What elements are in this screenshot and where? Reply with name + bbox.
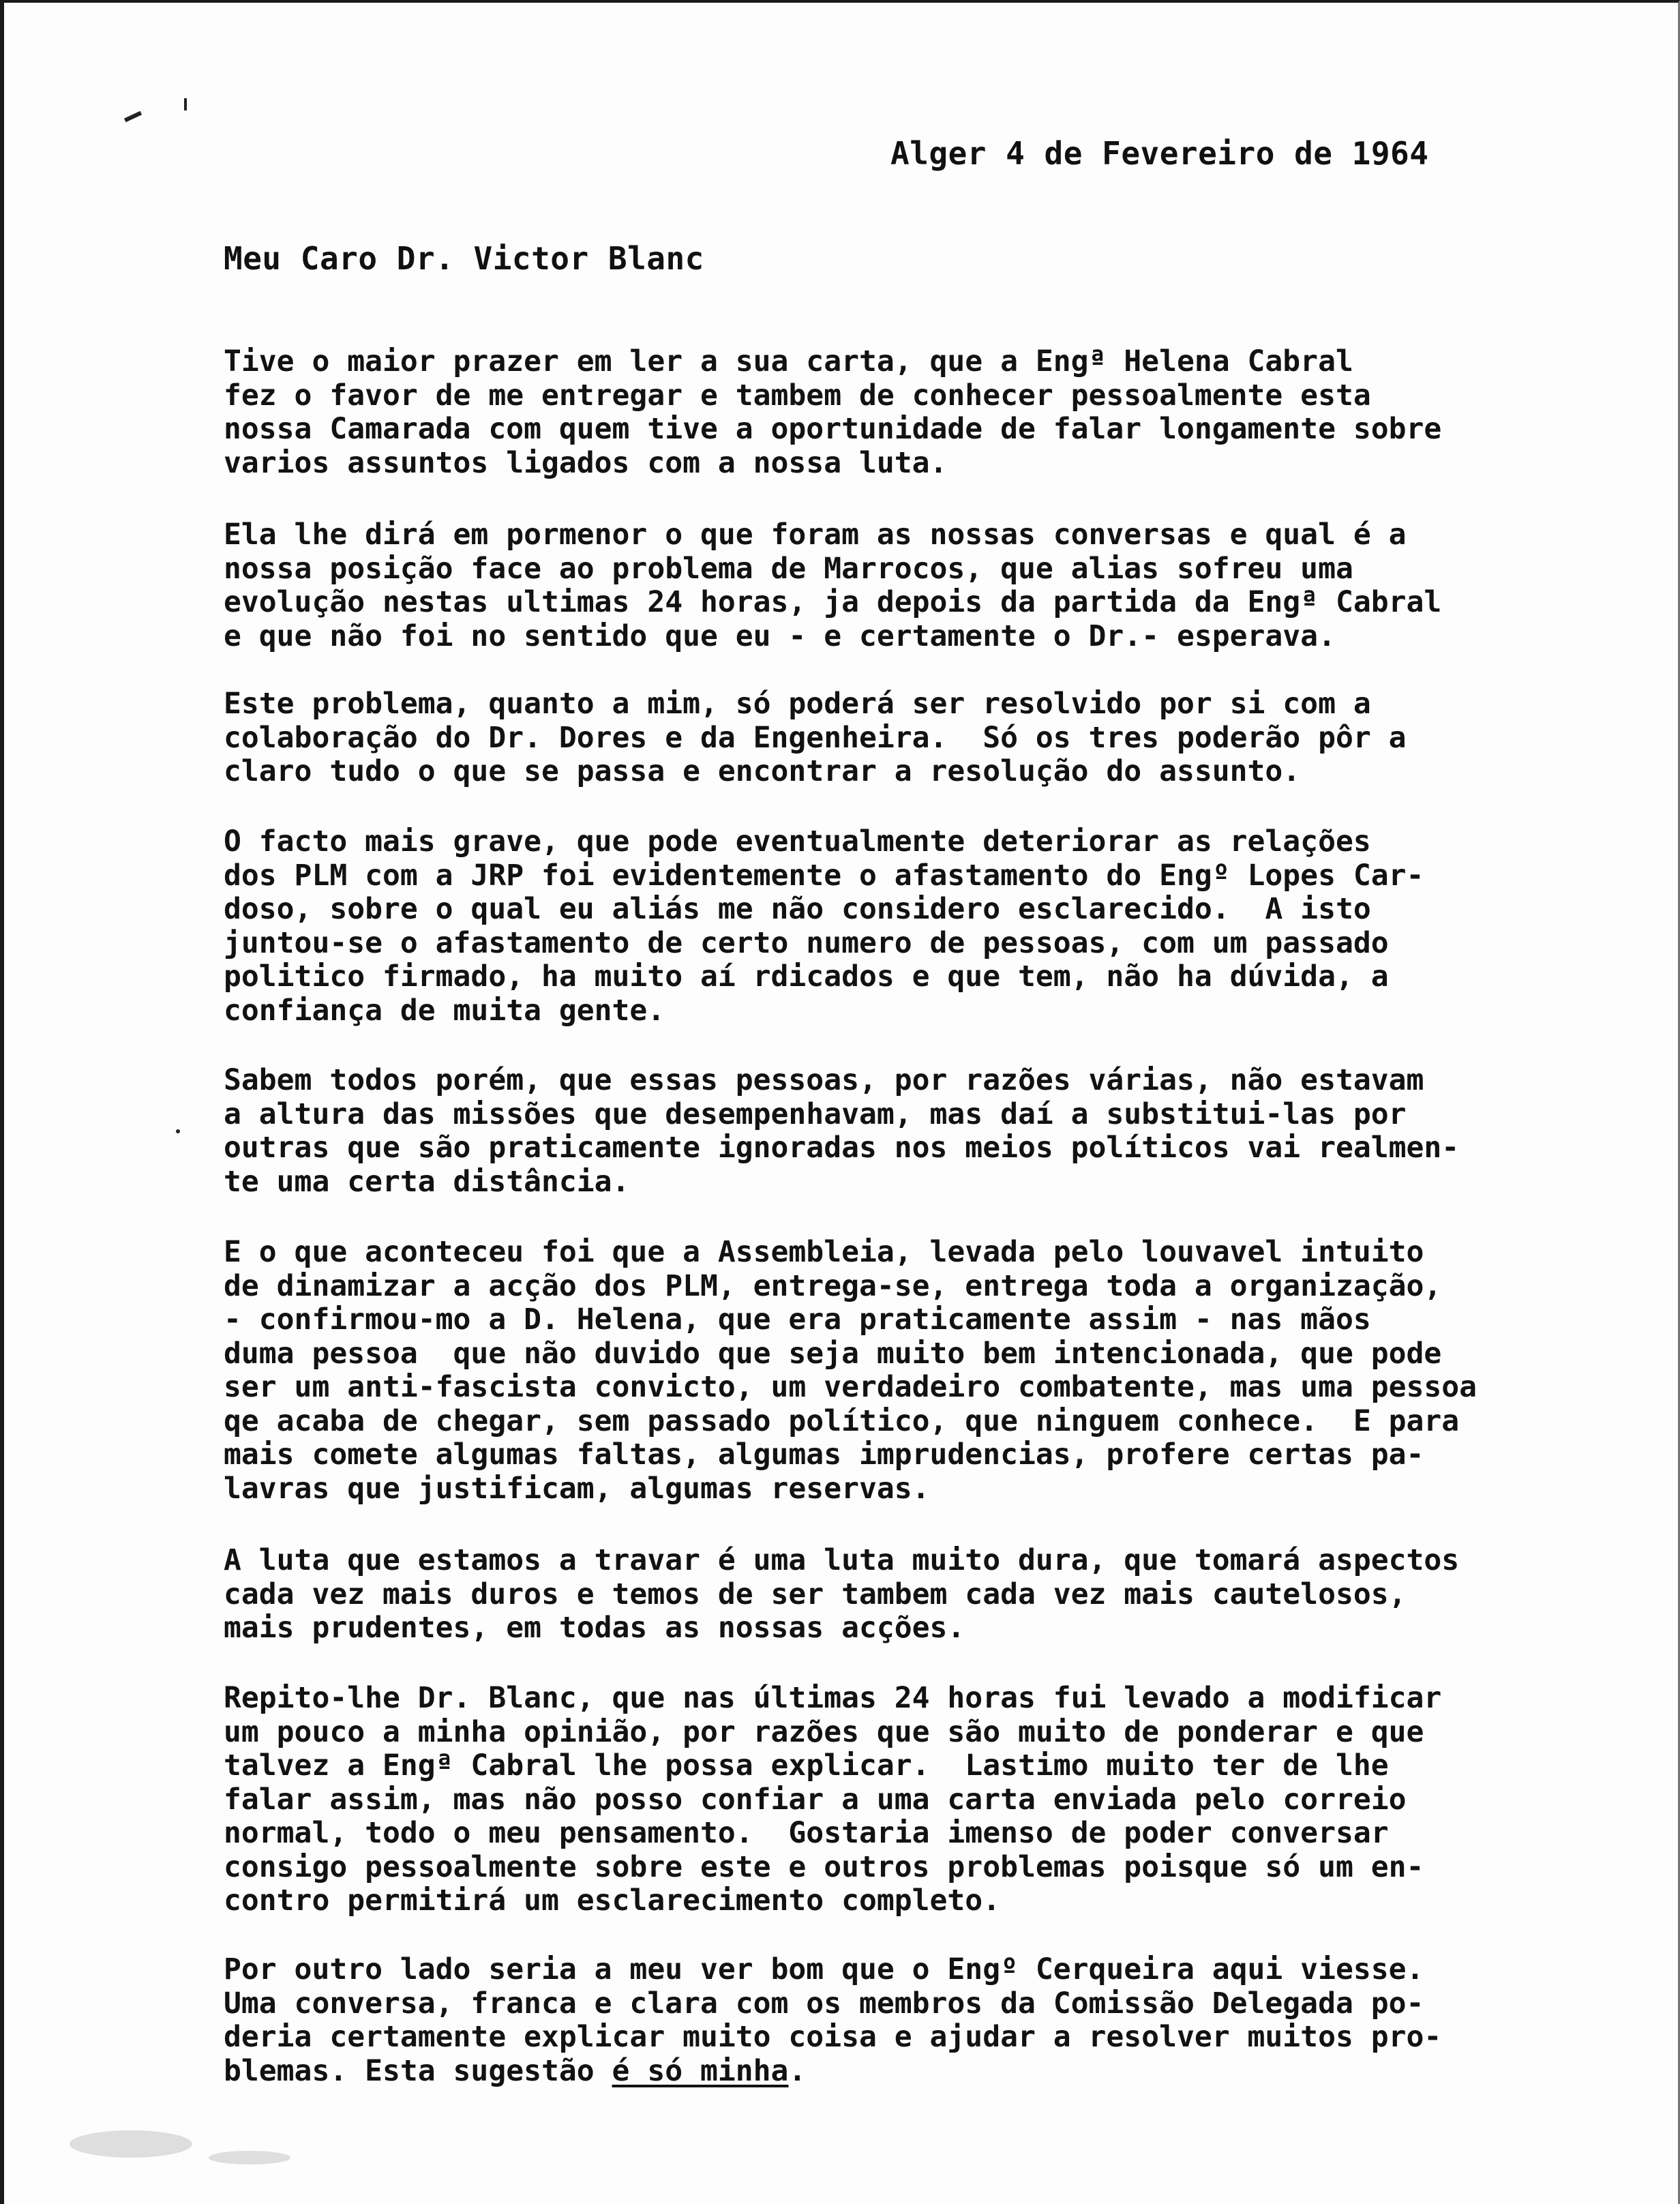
margin-mark	[184, 98, 187, 110]
paragraph-line: talvez a Engª Cabral lhe possa explicar. Lastimo muito ter de lhe	[224, 1748, 1389, 1783]
letter-paragraph	[224, 1953, 1441, 2088]
paragraph-line: fez o favor de me entregar e tambem de conhecer pessoalmente esta	[224, 378, 1371, 413]
paragraph-line: normal, todo o meu pensamento. Gostaria imenso de poder conversar	[224, 1816, 1389, 1850]
paragraph-line: ser um anti-fascista convicto, um verdadeiro combatente, mas uma pessoa	[224, 1370, 1478, 1404]
paragraph-line: Tive o maior prazer em ler a sua carta, que a Engª Helena Cabral	[224, 344, 1353, 378]
paragraph-line: colaboração do Dr. Dores e da Engenheira. Só os tres poderão pôr a	[224, 720, 1407, 755]
letter-paragraph	[224, 1064, 1459, 1199]
underlined-emphasis: é só minha	[612, 2053, 789, 2088]
paragraph-line: O facto mais grave, que pode eventualmente deteriorar as relações	[224, 824, 1371, 859]
paragraph-line: varios assuntos ligados com a nossa luta.	[224, 445, 948, 480]
paragraph-line: Ela lhe dirá em pormenor o que foram as nossas conversas e qual é a	[224, 518, 1407, 552]
paragraph-line: qe acaba de chegar, sem passado político, que ninguem conhece. E para	[224, 1403, 1460, 1438]
letter-date: Alger 4 de Fevereiro de 1964	[890, 135, 1429, 172]
letter-salutation: Meu Caro Dr. Victor Blanc	[224, 240, 704, 277]
paragraph-line: Sabem todos porém, que essas pessoas, por razões várias, não estavam	[224, 1063, 1424, 1097]
paragraph-line: A luta que estamos a travar é uma luta muito dura, que tomará aspectos	[224, 1543, 1460, 1577]
paragraph-last-line	[224, 2055, 1441, 2089]
paragraph-line-text: blemas. Esta sugestão	[224, 2053, 612, 2088]
closing-period: .	[788, 2053, 807, 2088]
paragraph-line: e que não foi no sentido que eu - e certamente o Dr.- esperava.	[224, 619, 1336, 653]
paragraph-line: consigo pessoalmente sobre este e outros problemas poisque só um en-	[224, 1849, 1424, 1884]
paragraph-line: Uma conversa, franca e clara com os membros da Comissão Delegada po-	[224, 1986, 1424, 2021]
paragraph-line: mais prudentes, em todas as nossas acções.	[224, 1611, 965, 1645]
letter-paragraph	[224, 1236, 1477, 1506]
letter-paragraph	[224, 687, 1407, 789]
paragraph-line: lavras que justificam, algumas reservas.	[224, 1471, 930, 1506]
paragraph-line: Este problema, quanto a mim, só poderá ser resolvido por si com a	[224, 687, 1371, 721]
margin-mark	[176, 1129, 180, 1133]
paragraph-line: confiança de muita gente.	[224, 993, 665, 1028]
paragraph-line: doso, sobre o qual eu aliás me não considero esclarecido. A isto	[224, 892, 1371, 926]
paragraph-line: evolução nestas ultimas 24 horas, ja depois da partida da Engª Cabral	[224, 585, 1442, 619]
paragraph-line: um pouco a minha opinião, por razões que são muito de ponderar e que	[224, 1714, 1424, 1749]
paragraph-line: duma pessoa que não duvido que seja muito bem intencionada, que pode	[224, 1336, 1442, 1371]
letter-paragraph	[224, 825, 1424, 1028]
ink-smudge	[70, 2130, 192, 2158]
paragraph-line: - confirmou-mo a D. Helena, que era praticamente assim - nas mãos	[224, 1302, 1371, 1337]
paragraph-line: politico firmado, ha muito aí rdicados e que tem, não ha dúvida, a	[224, 959, 1389, 994]
letter-paragraph	[224, 1682, 1441, 1918]
letter-paragraph	[224, 1544, 1459, 1645]
paragraph-line: de dinamizar a acção dos PLM, entrega-se, entrega toda a organização,	[224, 1268, 1442, 1303]
paragraph-line: deria certamente explicar muito coisa e ajudar a resolver muitos pro-	[224, 2020, 1442, 2054]
paragraph-line: E o que aconteceu foi que a Assembleia, levada pelo louvavel intuito	[224, 1235, 1424, 1269]
paragraph-line: cada vez mais duros e temos de ser tambem cada vez mais cautelosos,	[224, 1577, 1407, 1611]
paragraph-line: falar assim, mas não posso confiar a uma carta enviada pelo correio	[224, 1782, 1407, 1817]
paragraph-line: dos PLM com a JRP foi evidentemente o afastamento do Engº Lopes Car-	[224, 858, 1424, 893]
paragraph-line: claro tudo o que se passa e encontrar a resolução do assunto.	[224, 754, 1301, 788]
paragraph-line: a altura das missões que desempenhavam, mas daí a substitui-las por	[224, 1097, 1407, 1131]
paragraph-line: te uma certa distância.	[224, 1164, 630, 1199]
letter-paragraph	[224, 518, 1441, 653]
paragraph-line: juntou-se o afastamento de certo numero de pessoas, com um passado	[224, 925, 1389, 960]
paragraph-line: contro permitirá um esclarecimento completo.	[224, 1883, 1001, 1918]
paragraph-line: nossa Camarada com quem tive a oportunidade de falar longamente sobre	[224, 412, 1442, 446]
margin-mark	[124, 111, 142, 122]
paragraph-line: outras que são praticamente ignoradas nos meios políticos vai realmen-	[224, 1131, 1460, 1165]
letter-paragraph	[224, 345, 1441, 480]
paragraph-line: Por outro lado seria a meu ver bom que o Engº Cerqueira aqui viesse.	[224, 1952, 1424, 1986]
paragraph-line: nossa posição face ao problema de Marrocos, que alias sofreu uma	[224, 551, 1353, 586]
paragraph-line: Repito-lhe Dr. Blanc, que nas últimas 24 horas fui levado a modificar	[224, 1681, 1442, 1715]
ink-smudge	[209, 2151, 290, 2164]
paragraph-line: mais comete algumas faltas, algumas imprudencias, profere certas pa-	[224, 1438, 1424, 1472]
